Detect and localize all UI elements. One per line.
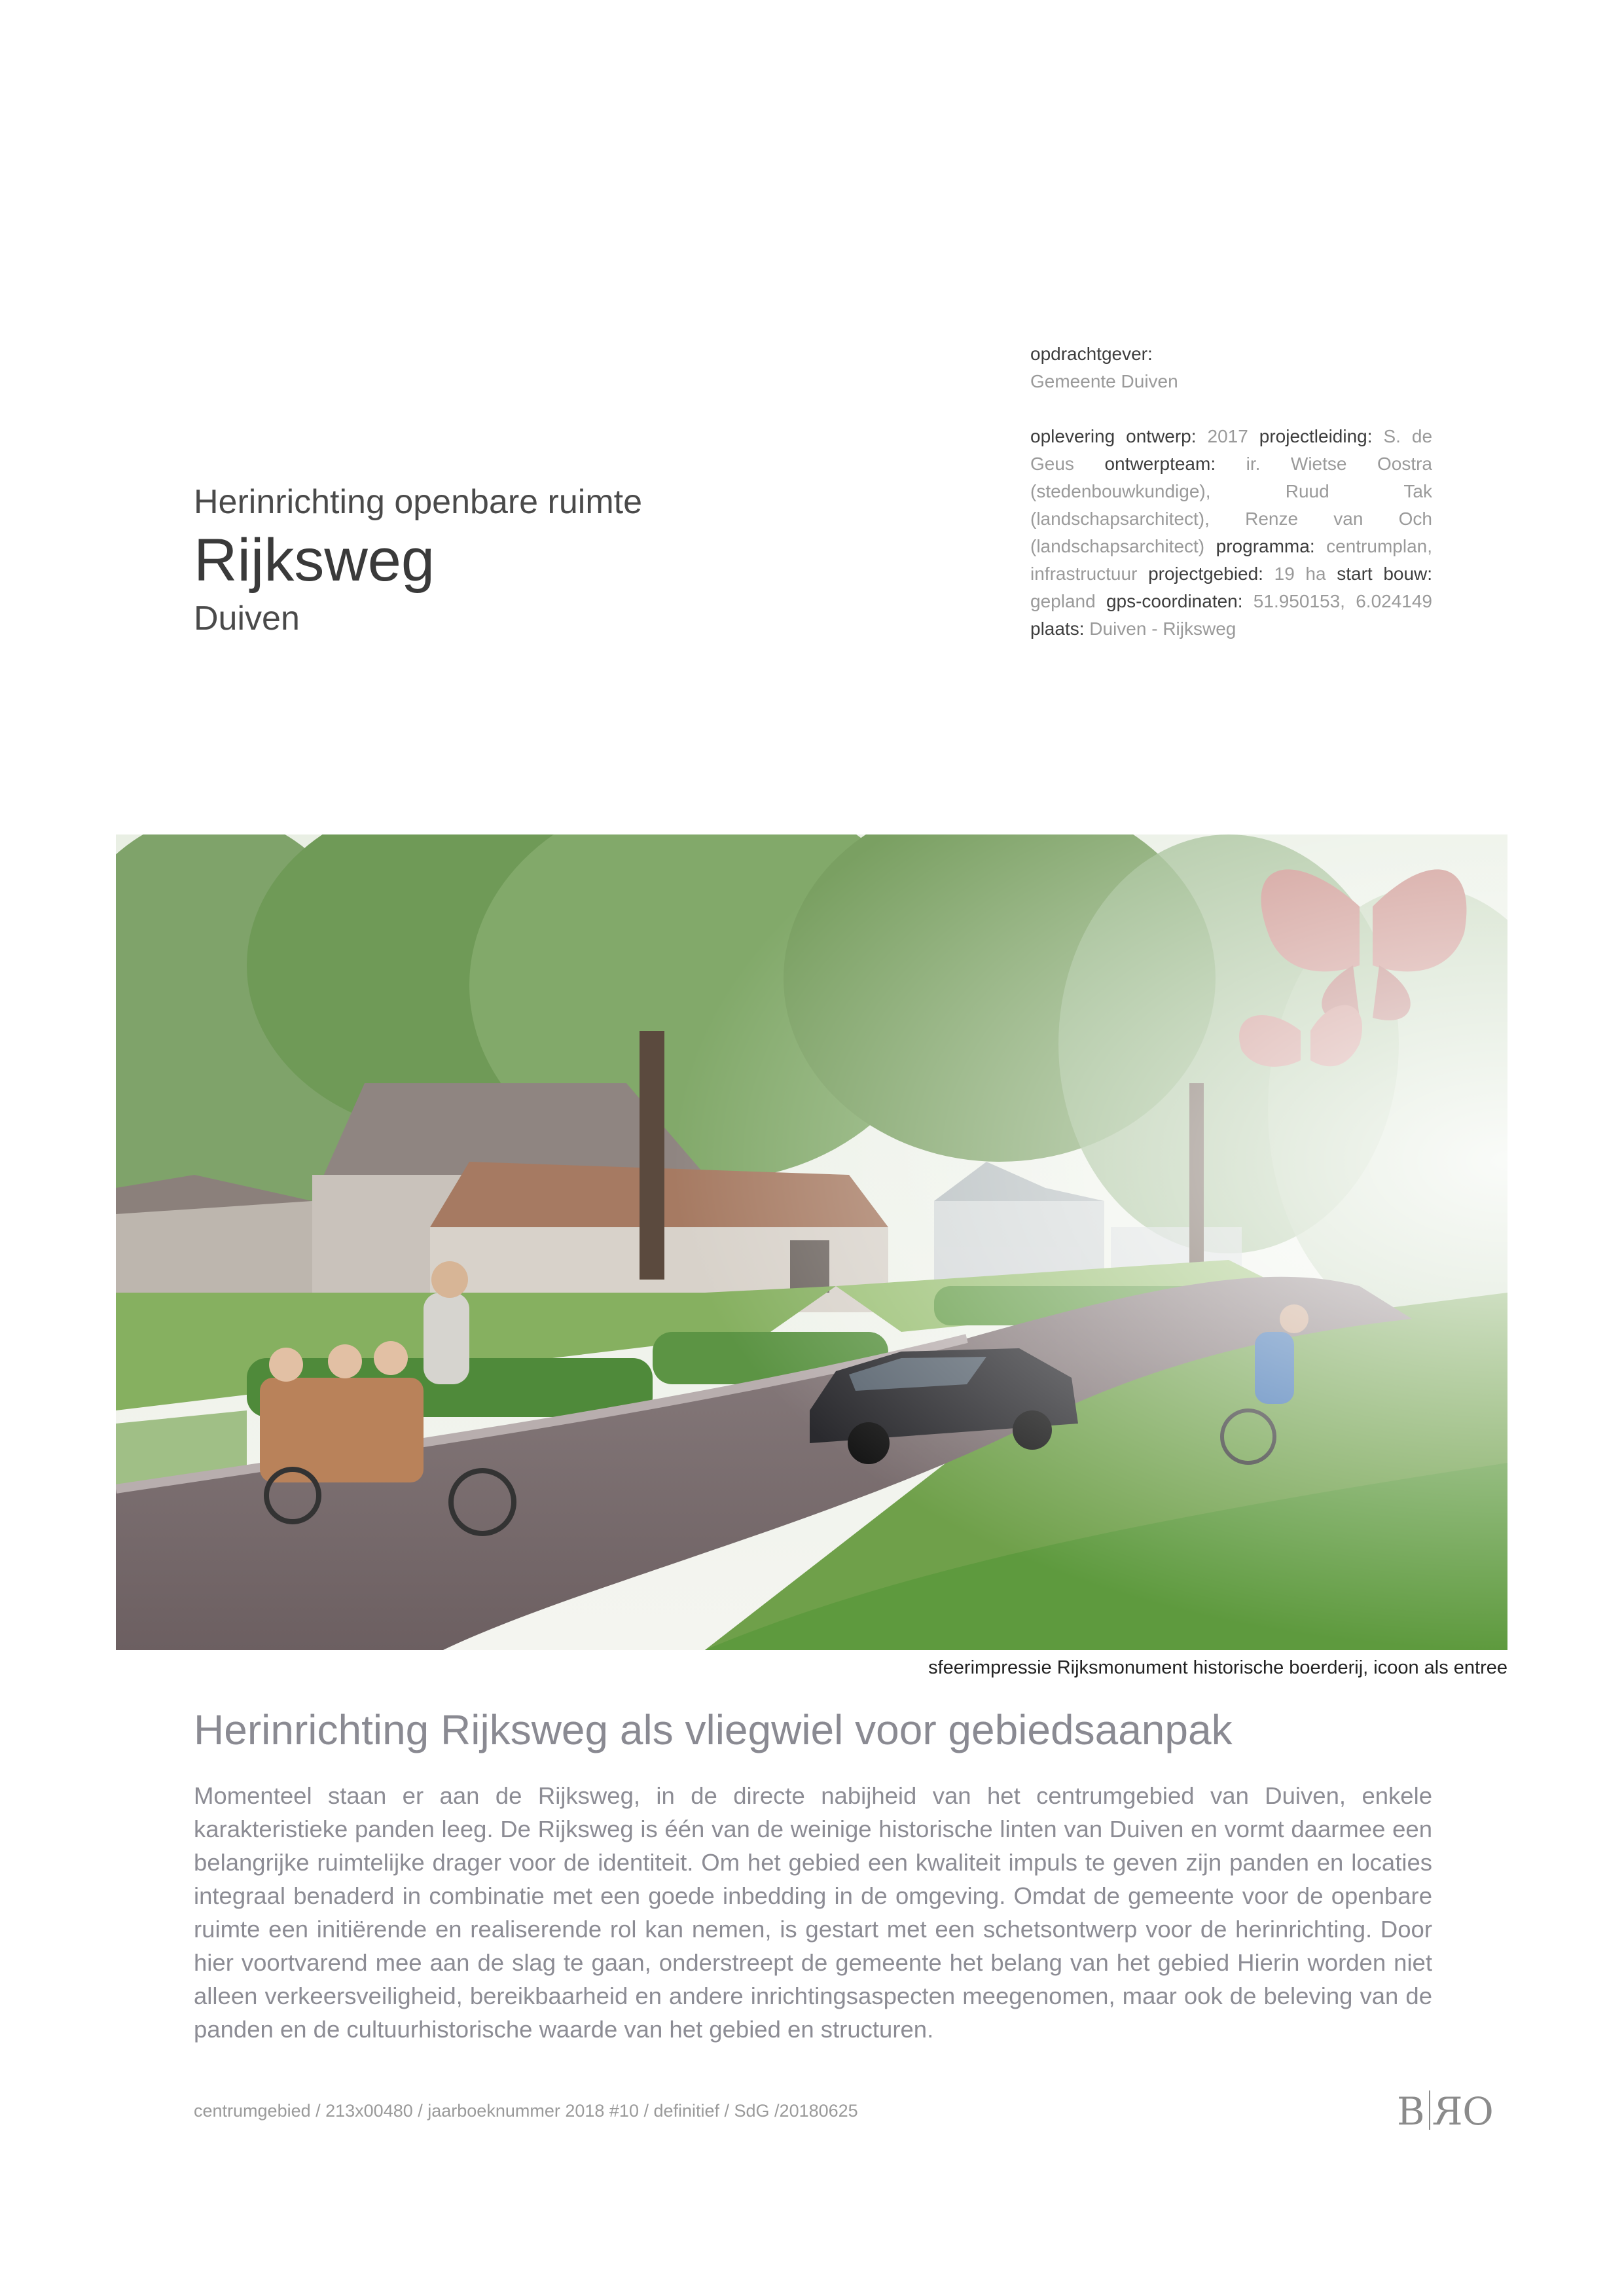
bro-logo — [1397, 2089, 1508, 2135]
start-value: gepland — [1030, 591, 1096, 611]
body-paragraph: Momenteel staan er aan de Rijksweg, in de directe nabijheid van het centrumgebied van Duiven, enkele karakteristieke panden leeg. De Rijksweg is één van de weinige historische linten van Duiven en vormt daarmee een belangrijke ruimtelijke drager voor de identiteit. Om het gebied een kwaliteit impuls te geven zijn panden en locaties integraal benaderd in combinatie met een goede inbedding in de omgeving. Omdat de gemeente voor de openbare ruimte een initiërende en realiserende rol kan nemen, is gestart met een schetsontwerp voor de herinrichting. Door hier voortvarend mee aan de slag te gaan, onderstreept de gemeente het belang van het gebied Hierin worden niet alleen verkeersveiligheid, bereikbaarheid en andere inrichtingsaspecten meegenomen, maar ook de beleving van de panden en de cultuurhistorische waarde van het gebied en structuren. — [194, 1782, 1432, 2043]
title-block — [194, 482, 783, 639]
area-label: projectgebied: — [1148, 564, 1263, 584]
project-details — [1030, 423, 1432, 643]
location-value: Duiven - Rijksweg — [1089, 619, 1236, 639]
logo-letter-r: R — [1432, 2089, 1463, 2134]
project-title: Rijksweg — [194, 527, 435, 594]
location-label: plaats: — [1030, 619, 1085, 639]
lead-value: S. de Geus — [1030, 426, 1433, 474]
street-impression-illustration — [116, 834, 1507, 1650]
start-label: start bouw: — [1337, 564, 1433, 584]
image-caption: sfeerimpressie Rijksmonument historische boerderij, icoon als entree — [928, 1657, 1507, 1678]
gps-value: 51.950153, 6.024149 — [1253, 591, 1432, 611]
team-value: ir. Wietse Oostra (stedenbouwkundige), Ruud Tak (landschapsarchitect), Renze van Och (landschapsarchitect) — [1030, 454, 1433, 556]
section-heading: Herinrichting Rijksweg als vliegwiel voor gebiedsaanpak — [194, 1706, 1233, 1753]
footer-meta: centrumgebied / 213x00480 / jaarboeknummer 2018 #10 / definitief / SdG /20180625 — [194, 2101, 858, 2121]
logo-letter-o: O — [1462, 2089, 1495, 2134]
project-meta — [1030, 340, 1432, 643]
area-value: 19 ha — [1274, 564, 1326, 584]
delivery-value: 2017 — [1207, 426, 1248, 446]
team-label: ontwerpteam: — [1104, 454, 1216, 474]
client-label: opdrachtgever: — [1030, 344, 1153, 364]
project-place: Duiven — [194, 600, 300, 638]
lead-label: projectleiding: — [1259, 426, 1373, 446]
logo-letter-b: B — [1397, 2089, 1426, 2134]
program-label: programma: — [1216, 536, 1315, 556]
hero-image — [116, 834, 1507, 1650]
delivery-label: oplevering ontwerp: — [1030, 426, 1197, 446]
gps-label: gps-coordinaten: — [1106, 591, 1243, 611]
program-value: centrumplan, infrastructuur — [1030, 536, 1432, 584]
project-subtitle: Herinrichting openbare ruimte — [194, 483, 643, 521]
client-value: Gemeente Duiven — [1030, 371, 1178, 391]
